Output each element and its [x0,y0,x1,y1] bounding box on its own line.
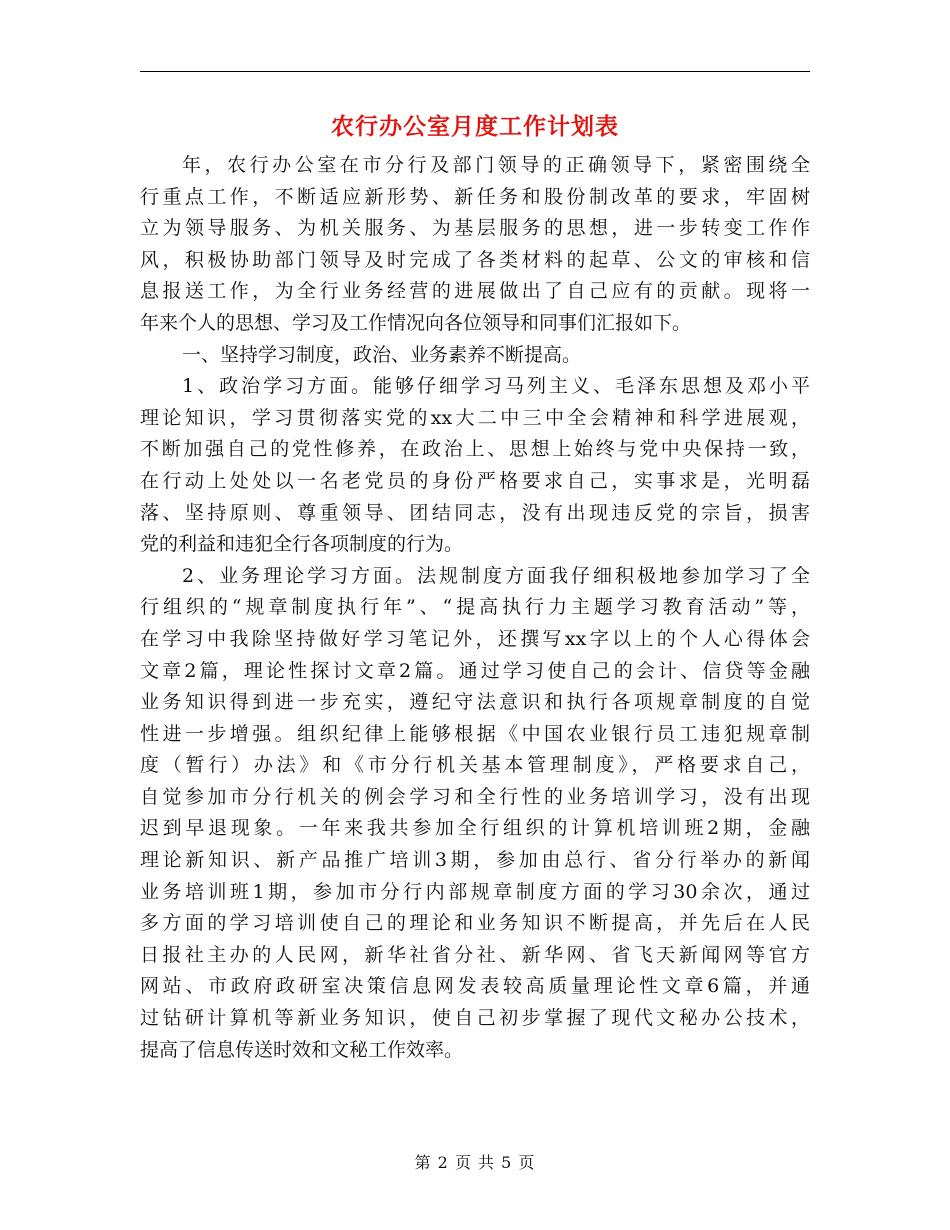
body-line: 日报社主办的人民网，新华社省分社、新华网、省飞天新闻网等官方 [140,943,810,966]
body-line: 党的利益和违犯全行各项制度的行为。 [140,533,464,556]
body-line: 提高了信息传送时效和文秘工作效率。 [140,1038,464,1061]
body-line: 多方面的学习培训使自己的理论和业务知识不断提高，并先后在人民 [140,912,810,935]
body-line: 业务培训班1期，参加市分行内部规章制度方面的学习30余次，通过 [140,880,810,903]
body-line: 1、政治学习方面。能够仔细学习马列主义、毛泽东思想及邓小平 [182,375,810,398]
body-line: 在行动上处处以一名老党员的身份严格要求自己，实事求是，光明磊 [140,469,810,492]
page-number: 第 2 页 共 5 页 [414,1153,536,1172]
body-line: 年来个人的思想、学习及工作情况向各位领导和同事们汇报如下。 [140,311,692,334]
body-line: 落、坚持原则、尊重领导、团结同志，没有出现违反党的宗旨，损害 [140,501,810,524]
body-line: 性进一步增强。组织纪律上能够根据《中国农业银行员工违犯规章制 [140,722,810,745]
header-rule [140,71,810,72]
document-body [140,150,810,1066]
body-line: 过钻研计算机等新业务知识，使自己初步掌握了现代文秘办公技术， [140,1007,810,1030]
document-title: 农行办公室月度工作计划表 [331,113,619,140]
body-line: 业务知识得到进一步充实，遵纪守法意识和执行各项规章制度的自觉 [140,691,810,714]
body-line: 行组织的“规章制度执行年”、“提高执行力主题学习教育活动”等， [140,596,810,619]
body-line: 在学习中我除坚持做好学习笔记外，还撰写xx字以上的个人心得体会 [140,627,810,650]
body-line: 息报送工作，为全行业务经营的进展做出了自己应有的贡献。现将一 [140,280,810,303]
body-line: 理论知识，学习贯彻落实党的xx大二中三中全会精神和科学进展观， [140,406,810,429]
body-line: 2、业务理论学习方面。法规制度方面我仔细积极地参加学习了全 [182,564,810,587]
section-heading: 一、坚持学习制度，政治、业务素养不断提高。 [182,343,582,366]
body-line: 立为领导服务、为机关服务、为基层服务的思想，进一步转变工作作 [140,217,810,240]
body-line: 年，农行办公室在市分行及部门领导的正确领导下，紧密围绕全 [182,154,810,176]
body-line: 理论新知识、新产品推广培训3期，参加由总行、省分行举办的新闻 [140,849,810,872]
body-line: 网站、市政府政研室决策信息网发表较高质量理论性文章6篇，并通 [140,975,810,998]
body-line: 迟到早退现象。一年来我共参加全行组织的计算机培训班2期，金融 [140,817,810,840]
body-line: 行重点工作，不断适应新形势、新任务和股份制改革的要求，牢固树 [140,185,810,208]
body-line: 风，积极协助部门领导及时完成了各类材料的起草、公文的审核和信 [140,248,810,271]
body-line: 度（暂行）办法》和《市分行机关基本管理制度》，严格要求自己， [140,754,810,777]
body-line: 文章2篇，理论性探讨文章2篇。通过学习使自己的会计、信贷等金融 [140,659,810,682]
body-line: 自觉参加市分行机关的例会学习和全行性的业务培训学习，没有出现 [140,785,810,808]
body-line: 不断加强自己的党性修养，在政治上、思想上始终与党中央保持一致， [140,438,810,461]
